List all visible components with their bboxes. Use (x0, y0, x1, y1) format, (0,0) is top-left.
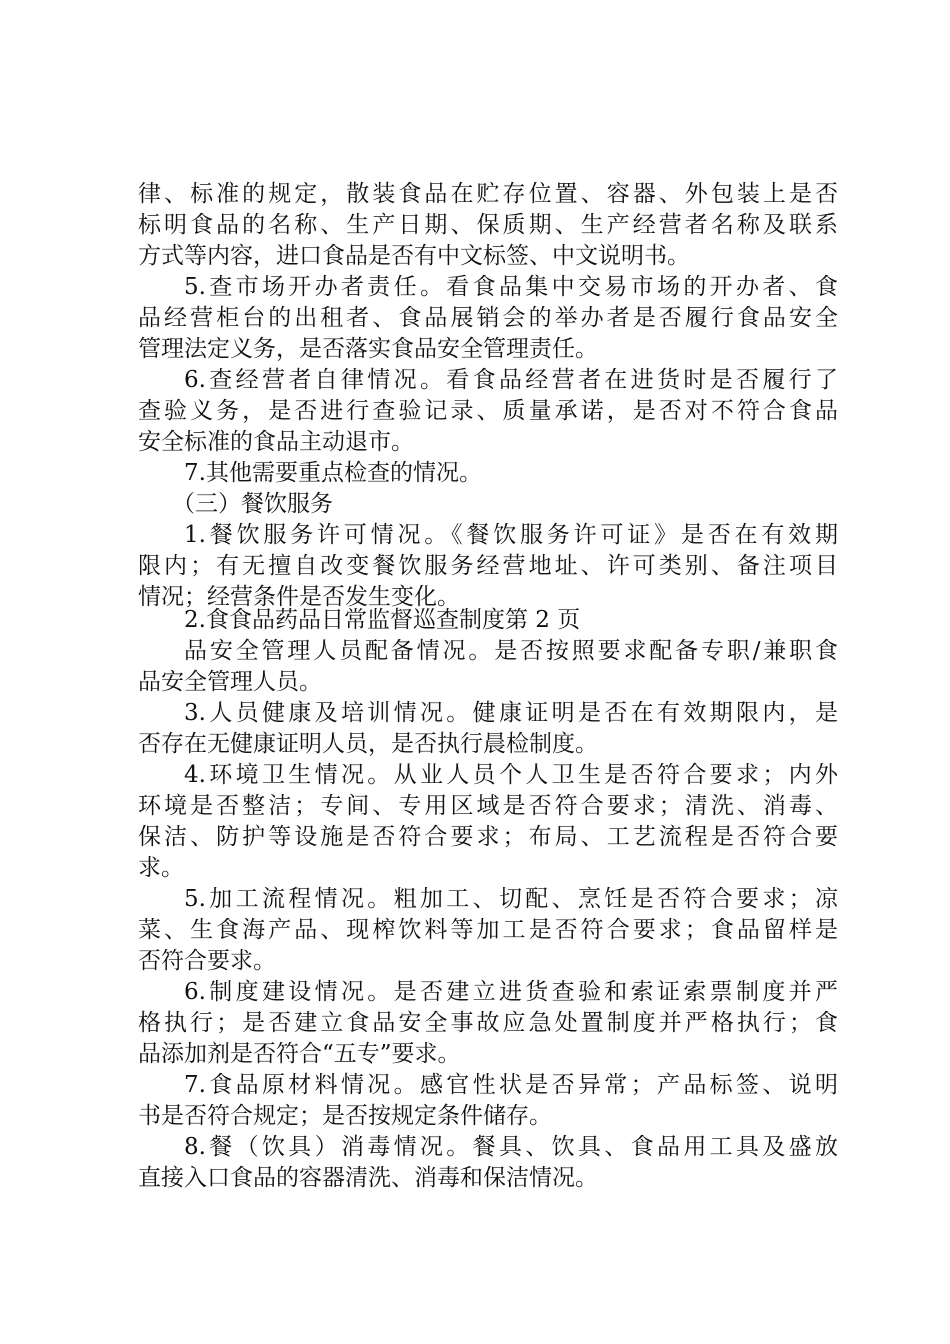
body-text-line: 格执行；是否建立食品安全事故应急处置制度并严格执行；食 (138, 1010, 838, 1036)
body-text-line: 管理法定义务，是否落实食品安全管理责任。 (138, 336, 598, 362)
body-text-line: 限内；有无擅自改变餐饮服务经营地址、许可类别、备注项目 (138, 553, 838, 579)
numbered-item-first-line: 8.餐（饮具）消毒情况。餐具、饮具、食品用工具及盛放 (184, 1134, 838, 1160)
body-text-line: 品安全管理人员配备情况。是否按照要求配备专职/兼职食 (184, 638, 838, 664)
numbered-item-first-line: 5.查市场开办者责任。看食品集中交易市场的开办者、食 (184, 274, 838, 300)
body-text-line: 标明食品的名称、生产日期、保质期、生产经营者名称及联系 (138, 212, 838, 238)
body-text-line: 书是否符合规定；是否按规定条件储存。 (138, 1103, 552, 1129)
body-text-line: 律、标准的规定，散装食品在贮存位置、容器、外包装上是否 (138, 181, 838, 207)
body-text-line: 品添加剂是否符合“五专”要求。 (138, 1041, 461, 1067)
numbered-item-first-line: 5.加工流程情况。粗加工、切配、烹饪是否符合要求；凉 (184, 886, 838, 912)
body-text-line: 安全标准的食品主动退市。 (138, 429, 414, 455)
numbered-item-first-line: 3.人员健康及培训情况。健康证明是否在有效期限内，是 (184, 700, 838, 726)
section-heading: （三）餐饮服务 (172, 491, 333, 517)
body-text-line: 方式等内容，进口食品是否有中文标签、中文说明书。 (138, 243, 690, 269)
numbered-item-first-line: 4.环境卫生情况。从业人员个人卫生是否符合要求；内外 (184, 762, 838, 788)
body-text-line: 保洁、防护等设施是否符合要求；布局、工艺流程是否符合要 (138, 824, 838, 850)
body-text-line: 环境是否整洁；专间、专用区域是否符合要求；清洗、消毒、 (138, 793, 838, 819)
numbered-item-first-line: 6.制度建设情况。是否建立进货查验和索证索票制度并严 (184, 979, 838, 1005)
body-text-line: 否符合要求。 (138, 948, 276, 974)
numbered-item-first-line: 7.其他需要重点检查的情况。 (184, 460, 482, 486)
body-text-line: 情况；经营条件是否发生变化。 (138, 584, 460, 610)
numbered-item-first-line: 7.食品原材料情况。感官性状是否异常；产品标签、说明 (184, 1072, 838, 1098)
numbered-item-first-line: 1.餐饮服务许可情况。《餐饮服务许可证》是否在有效期 (184, 522, 838, 548)
body-text-line: 求。 (138, 855, 184, 881)
body-text-line: 菜、生食海产品、现榨饮料等加工是否符合要求；食品留样是 (138, 917, 838, 943)
numbered-item-first-line: 6.查经营者自律情况。看食品经营者在进货时是否履行了 (184, 367, 838, 393)
body-text-line: 查验义务，是否进行查验记录、质量承诺，是否对不符合食品 (138, 398, 838, 424)
body-text-line: 直接入口食品的容器清洗、消毒和保洁情况。 (138, 1165, 598, 1191)
body-text-line: 品经营柜台的出租者、食品展销会的举办者是否履行食品安全 (138, 305, 838, 331)
body-text-line: 品安全管理人员。 (138, 669, 322, 695)
body-text-line: 否存在无健康证明人员，是否执行晨检制度。 (138, 731, 598, 757)
page-footer-line: 2.食食品药品日常监督巡查制度第 2 页 (184, 607, 581, 633)
